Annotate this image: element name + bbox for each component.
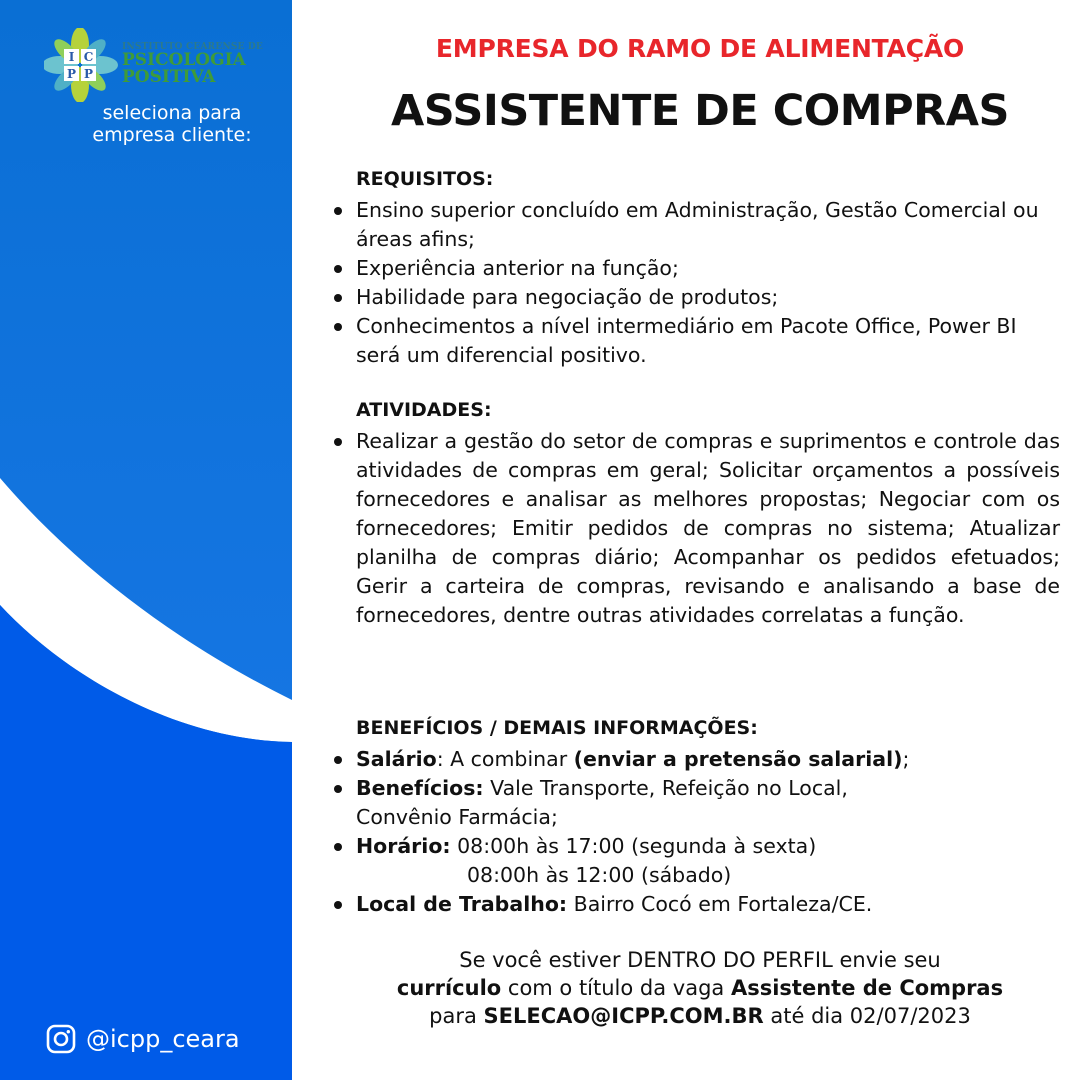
- list-item: [330, 890, 1060, 919]
- bullet-icon: [334, 785, 342, 793]
- logo-letter-i: I: [68, 50, 75, 64]
- logo-line-1: INSTITUTO CEARENSE DE: [122, 42, 263, 52]
- salario-end: ;: [902, 747, 910, 771]
- list-item: [330, 745, 1060, 774]
- beneficios-text: Vale Transporte, Refeição no Local, Convênio Farmácia;: [356, 776, 848, 829]
- horario-label: Horário:: [356, 834, 451, 858]
- tagline-line-1: seleciona para: [102, 102, 242, 124]
- list-item: [330, 774, 1060, 832]
- list-item: [330, 832, 1060, 890]
- curriculo-word: currículo: [396, 976, 502, 1000]
- instagram-link[interactable]: [46, 1024, 240, 1054]
- list-item: [330, 427, 1060, 630]
- logo-letter-c: C: [83, 50, 94, 64]
- beneficios-label: Benefícios:: [356, 776, 484, 800]
- sidebar-panel: [0, 0, 292, 1080]
- bullet-icon: [334, 438, 342, 446]
- tagline-line-2: empresa cliente:: [92, 124, 252, 146]
- horario-weekday: 08:00h às 17:00 (segunda à sexta): [450, 834, 817, 858]
- beneficios-heading: BENEFÍCIOS / DEMAIS INFORMAÇÕES:: [356, 717, 758, 739]
- atividade-1: Realizar a gestão do setor de compras e suprimentos e controle das atividades de compras em geral; Solicitar orçamentos a possíveis fornecedores e analisar as melhores propostas; Negociar com os fornecedores; Emitir pedidos de compras no sistema; Atualizar planilha de compras diário; Acompanhar os pedidos efetuados; Gerir a carteira de compras, revisando e analisando a base de fornecedores, dentre outras atividades correlatas a função.: [356, 429, 1060, 627]
- logo-line-3: POSITIVA: [122, 67, 216, 87]
- bullet-icon: [334, 323, 342, 331]
- job-title: ASSISTENTE DE COMPRAS: [391, 86, 1009, 136]
- bullet-icon: [334, 207, 342, 215]
- logo-wordmark: [122, 42, 272, 86]
- atividades-heading: ATIVIDADES:: [356, 399, 492, 421]
- footer-line-2-text: com o título da vaga: [501, 976, 731, 1000]
- requisito-4: Conhecimentos a nível intermediário em Pacote Office, Power BI será um diferencial positivo.: [356, 314, 1017, 367]
- instagram-icon: [46, 1024, 76, 1054]
- application-instructions: [320, 946, 1080, 1030]
- footer-line-3: [320, 1002, 1080, 1030]
- footer-line-3-text: para: [429, 1004, 484, 1028]
- bullet-icon: [334, 756, 342, 764]
- bullet-icon: [334, 294, 342, 302]
- bullet-icon: [334, 843, 342, 851]
- tagline: [62, 102, 282, 146]
- job-title-ref: Assistente de Compras: [730, 976, 1004, 1000]
- instagram-handle[interactable]: @icpp_ceara: [86, 1025, 240, 1053]
- logo-letter-p2: P: [83, 67, 94, 81]
- bullet-icon: [334, 265, 342, 273]
- atividades-list: [330, 427, 1060, 630]
- bullet-icon: [334, 901, 342, 909]
- logo-letter-p1: P: [66, 67, 77, 81]
- list-item: [330, 254, 1060, 283]
- requisito-1: Ensino superior concluído em Administração, Gestão Comercial ou áreas afins;: [356, 198, 1039, 251]
- list-item: [330, 283, 1060, 312]
- local-label: Local de Trabalho:: [356, 892, 568, 916]
- list-item: [330, 196, 1060, 254]
- contact-email[interactable]: SELECAO@ICPP.COM.BR: [483, 1004, 764, 1028]
- requisitos-heading: REQUISITOS:: [356, 168, 494, 190]
- logo-line-2: PSICOLOGIA: [122, 50, 246, 70]
- horario-saturday: 08:00h às 12:00 (sábado): [467, 863, 732, 887]
- sidebar-background: [0, 0, 292, 1080]
- footer-line-2: [320, 974, 1080, 1002]
- footer-line-1: Se você estiver DENTRO DO PERFIL envie seu: [459, 948, 941, 972]
- local-text: Bairro Cocó em Fortaleza/CE.: [567, 892, 873, 916]
- deadline-text: até dia 02/07/2023: [763, 1004, 971, 1028]
- requisito-3: Habilidade para negociação de produtos;: [356, 285, 779, 309]
- beneficios-list: [330, 745, 1060, 919]
- list-item: [330, 312, 1060, 370]
- requisito-2: Experiência anterior na função;: [356, 256, 679, 280]
- salario-label: Salário: [356, 747, 437, 771]
- requisitos-list: [330, 196, 1060, 370]
- company-heading: EMPRESA DO RAMO DE ALIMENTAÇÃO: [435, 34, 965, 63]
- salario-note: (enviar a pretensão salarial): [573, 747, 903, 771]
- salario-text: : A combinar: [436, 747, 574, 771]
